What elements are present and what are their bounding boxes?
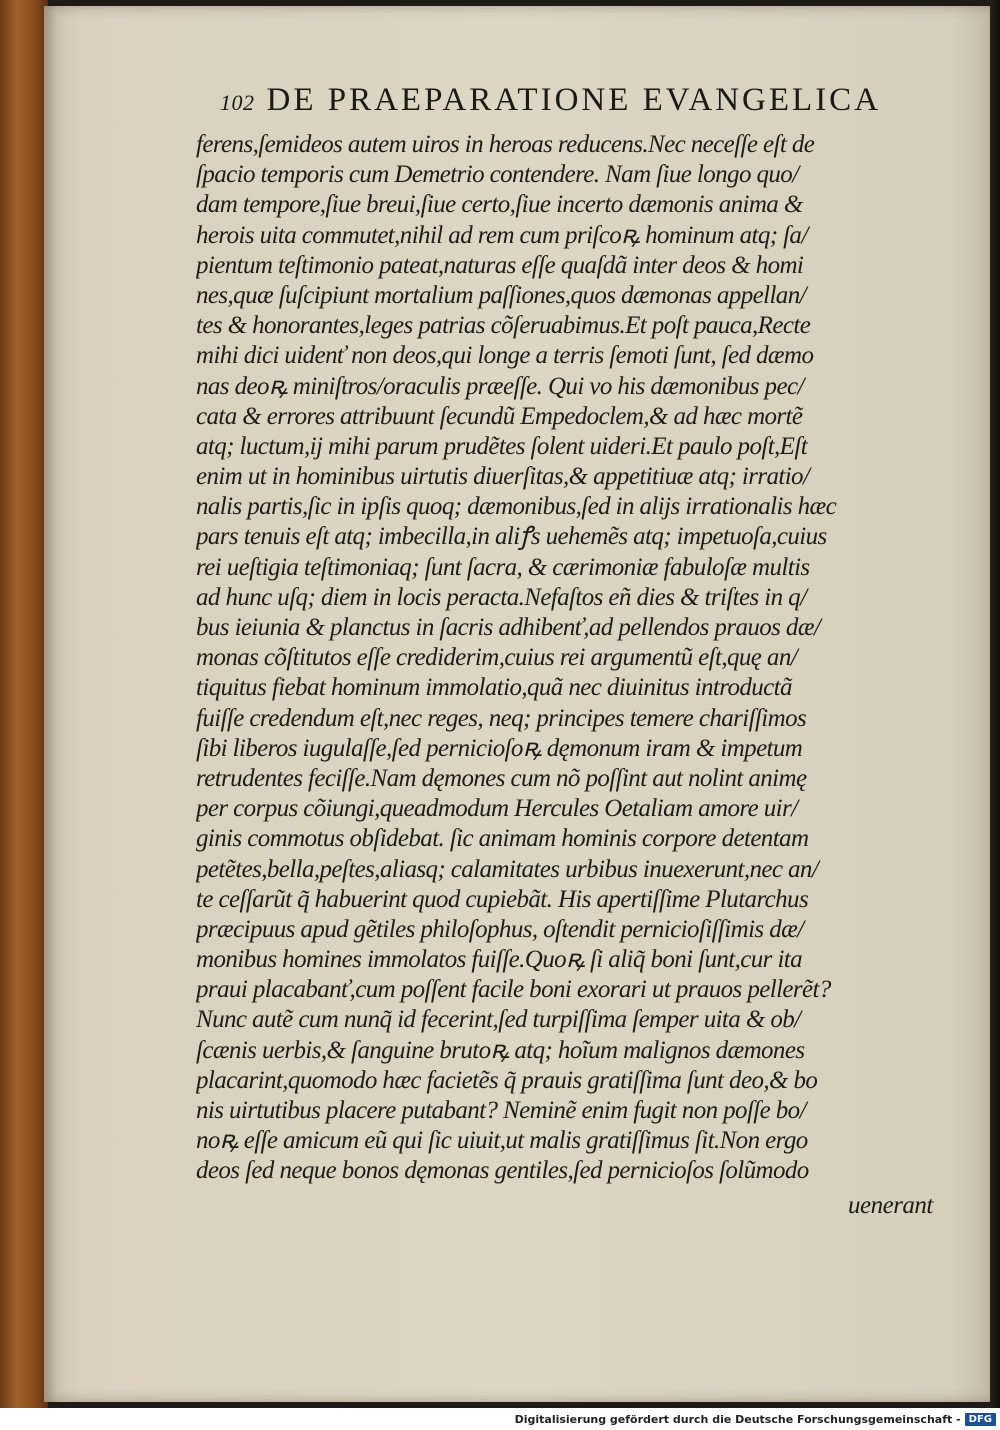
text-line: praui placabanť,cum poſſent facile boni exorari ut prauos pellerẽt? [196, 976, 831, 1004]
text-line: monibus homines immolatos fuiſſe.Quoꝶ ſi aliq̃ boni ſunt,cur ita [196, 946, 803, 974]
text-line: ferens,ſemideos autem uiros in heroas reducens.Nec neceſſe eſt de [196, 131, 815, 158]
text-line: herois uita commutet,nihil ad rem cum priſcoꝶ hominum atq; ſa/ [196, 221, 808, 249]
text-line: petẽtes,bella,peſtes,aliasq; calamitates urbibus inuexerunt,nec an/ [196, 855, 819, 883]
text-line: Nunc autẽ cum nunq̃ id fecerint,ſed turpiſſima ſemper uita & ob/ [196, 1006, 801, 1034]
running-title: DE PRAEPARATIONE EVANGELICA [266, 82, 882, 118]
text-line: enim ut in hominibus uirtutis diuerſitas,& appetitiuæ atq; irratio/ [196, 463, 810, 491]
page-number: 102 [220, 90, 255, 115]
text-line: nas deoꝶ miniſtros/oraculis præeſſe. Qui vo his dæmonibus pec/ [196, 372, 804, 400]
text-line: pientum teſtimonio pateat,naturas eſſe quaſdã inter deos & homi [196, 251, 804, 279]
book-edge-left [0, 0, 48, 1408]
text-line: ſibi liberos iugulaſſe,ſed pernicioſoꝶ dęmonum iram & impetum [196, 734, 803, 762]
text-line: fuiſſe credendum eſt,nec reges, neq; principes temere chariſſimos [196, 704, 807, 732]
text-line: dam tempore,ſiue breui,ſiue certo,ſiue incerto dæmonis anima & [196, 191, 803, 219]
text-line: retrudentes feciſſe.Nam dęmones cum nõ poſſint aut nolint animę [196, 764, 807, 792]
text-line: deos ſed neque bonos dęmonas gentiles,ſed pernicioſos ſolũmodo [196, 1157, 809, 1185]
text-line: ſpacio temporis cum Demetrio contendere. Nam ſiue longo quo/ [196, 161, 799, 189]
text-line: nis uirtutibus placere putabant? Neminẽ enim fugit non poſſe bo/ [196, 1097, 806, 1124]
footer-credit: Digitalisierung gefördert durch die Deutsche Forschungsgemeinschaft - [514, 1412, 961, 1426]
text-line: te ceſſarũt q̃ habuerint quod cupiebãt. His apertiſſime Plutarchus [196, 885, 809, 913]
text-line: rei ueſtigia teſtimoniaq; ſunt ſacra, & cærimoniæ fabuloſæ multis [196, 553, 810, 581]
text-line: placarint,quomodo hæc facietẽs q̃ prauis gratiſſima ſunt deo,& bo [196, 1066, 818, 1094]
text-line: cata & errores attribuunt ſecundũ Empedoclem,& ad hæc mortẽ [196, 402, 803, 430]
text-line: ad hunc uſq; diem in locis peracta.Nefaſtos eñ dies & triſtes in q/ [196, 583, 807, 611]
text-line: nalis partis,ſic in ipſis quoq; dæmonibus,ſed in alijs irrationalis hæc [196, 493, 837, 521]
book-edge-right [990, 0, 1000, 1408]
catchword: uenerant [848, 1192, 933, 1219]
text-line: præcipuus apud gẽtiles philoſophus, oſtendit pernicioſiſſimis dæ/ [196, 915, 804, 943]
page-header [220, 82, 960, 119]
dfg-logo: DFG [965, 1413, 996, 1426]
text-line: tes & honorantes,leges patrias cõſeruabimus.Et poſt pauca,Recte [196, 312, 811, 340]
text-line: monas cõſtitutos eſſe crediderim,cuius rei argumentũ eſt,quę an/ [196, 644, 798, 672]
text-line: bus ieiunia & planctus in ſacris adhibenť,ad pellendos prauos dæ/ [196, 614, 821, 641]
text-line: nes,quæ ſuſcipiunt mortalium paſſiones,quos dæmonas appellan/ [196, 281, 806, 309]
text-line: ginis commotus obſidebat. ſic animam hominis corpore detentam [196, 825, 809, 853]
text-line: atq; luctum,ij mihi parum prudẽtes ſolent uideri.Et paulo poſt,Eſt [196, 432, 808, 460]
footer-bar [0, 1408, 1000, 1430]
text-line: tiquitus fiebat hominum immolatio,quã nec diuinitus introductã [196, 674, 792, 702]
text-line: pars tenuis eſt atq; imbecilla,in aliꝭs uehemẽs atq; impetuoſa,cuius [196, 523, 827, 551]
text-line: noꝶ eſſe amicum eũ qui ſic uiuit,ut malis gratiſſimus ſit.Non ergo [196, 1127, 808, 1155]
text-line: mihi dici uidenť non deos,qui longe a terris ſemoti ſunt, ſed dæmo [196, 342, 814, 370]
body-text [196, 130, 956, 1187]
text-line: per corpus cõiungi,queadmodum Hercules Oetaliam amore uir/ [196, 795, 798, 823]
text-line: ſcænis uerbis,& ſanguine brutoꝶ atq; hoĩum malignos dæmones [196, 1036, 805, 1064]
